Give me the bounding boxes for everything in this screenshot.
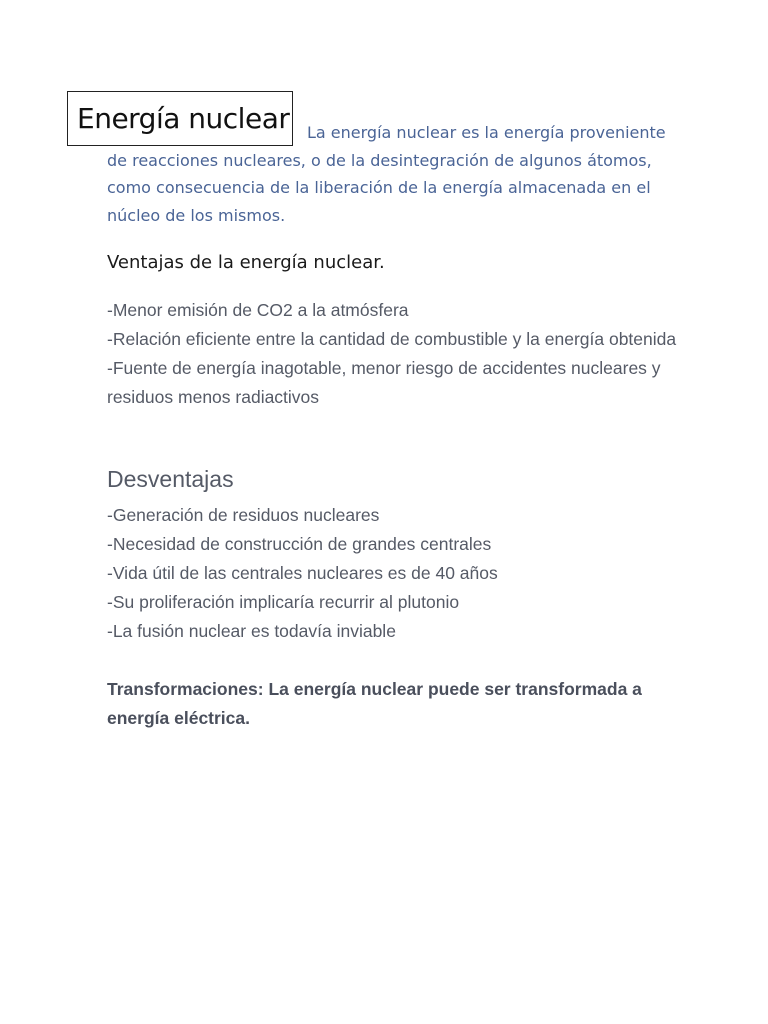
ventajas-list bbox=[107, 296, 707, 412]
desventajas-heading: Desventajas bbox=[107, 466, 234, 492]
intro-paragraph: La energía nuclear es la energía proveniente de reacciones nucleares, o de la desintegración de algunos átomos, como consecuencia de la liberación de la energía almacenada en el núcleo de los mismos. bbox=[107, 123, 666, 225]
list-item: -Vida útil de las centrales nucleares es de 40 años bbox=[107, 563, 498, 583]
list-item: -Su proliferación implicaría recurrir al plutonio bbox=[107, 592, 460, 612]
list-item: -Menor emisión de CO2 a la atmósfera bbox=[107, 300, 409, 320]
transformaciones-paragraph: Transformaciones: La energía nuclear puede ser transformada a energía eléctrica. bbox=[107, 679, 642, 728]
list-item: -Relación eficiente entre la cantidad de combustible y la energía obtenida bbox=[107, 329, 677, 349]
desventajas-list bbox=[107, 501, 707, 646]
list-item: -Necesidad de construcción de grandes centrales bbox=[107, 534, 492, 554]
ventajas-heading: Ventajas de la energía nuclear. bbox=[107, 252, 385, 273]
list-item: -La fusión nuclear es todavía inviable bbox=[107, 621, 396, 641]
page-title: Energía nuclear bbox=[67, 91, 293, 146]
list-item: -Generación de residuos nucleares bbox=[107, 505, 380, 525]
list-item: -Fuente de energía inagotable, menor riesgo de accidentes nucleares y residuos menos radiactivos bbox=[107, 358, 661, 407]
